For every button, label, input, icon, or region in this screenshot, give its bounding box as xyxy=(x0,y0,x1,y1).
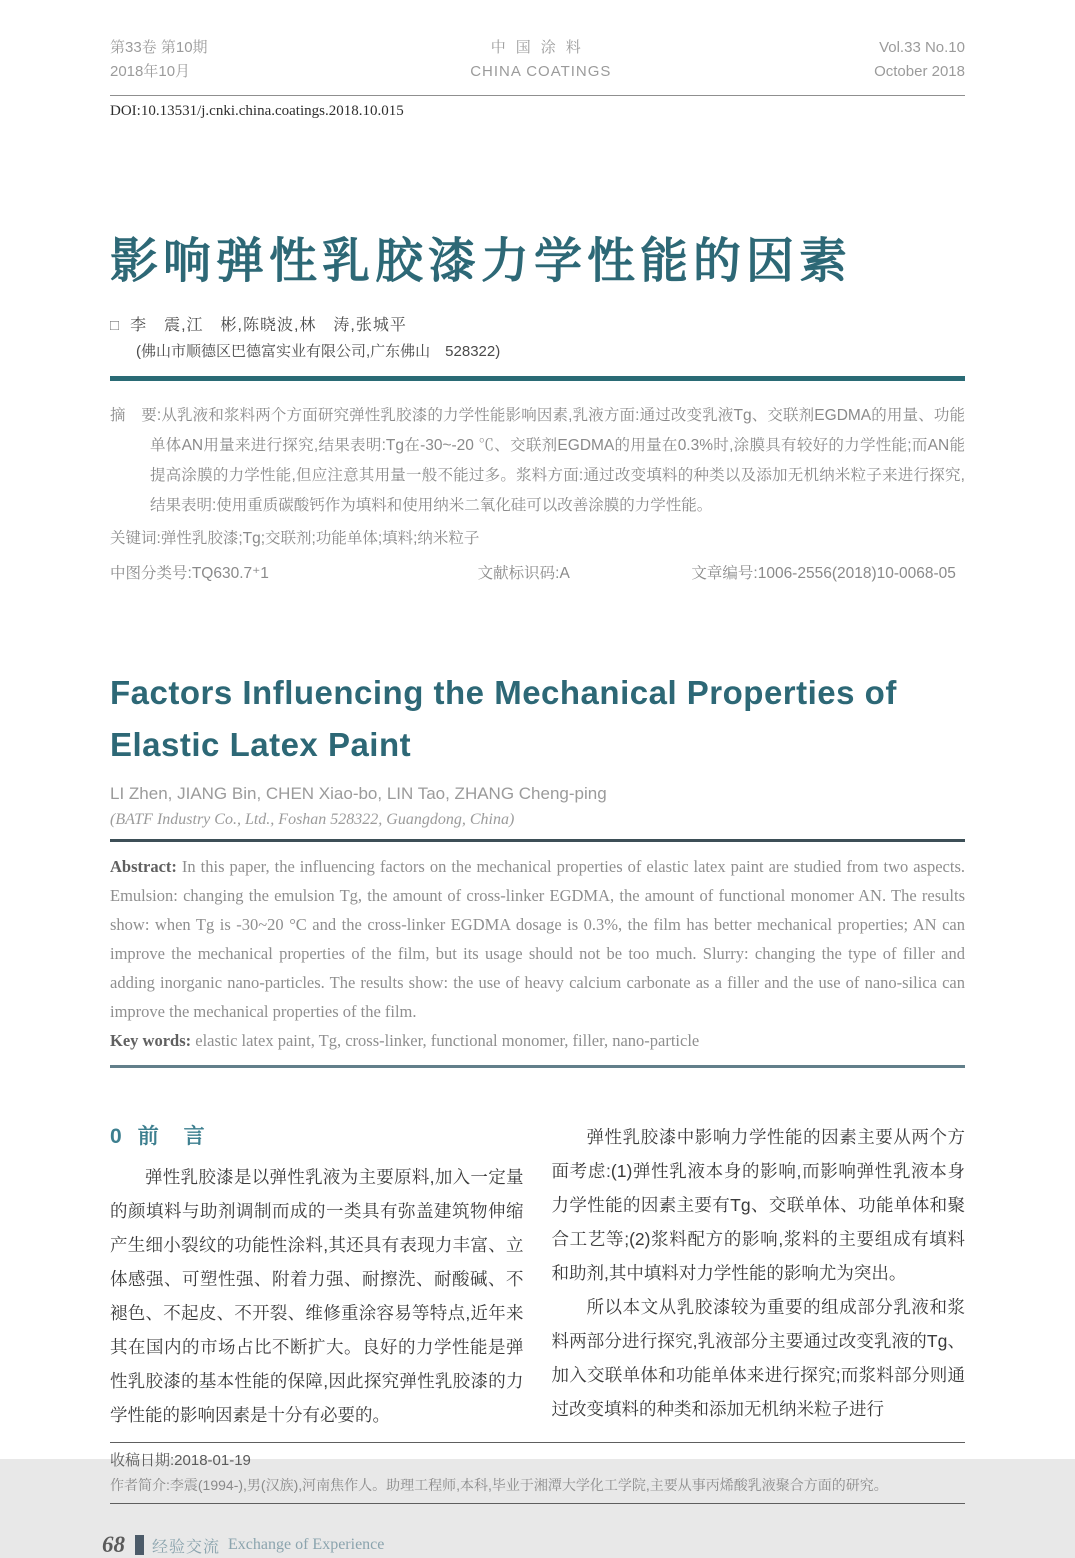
footer-section-en: Exchange of Experience xyxy=(228,1536,385,1553)
abstract-label-zh: 摘 要: xyxy=(110,407,162,424)
journal-name-zh: 中国涂料 xyxy=(490,39,591,56)
article-title-en: Factors Influencing the Mechanical Properties of Elastic Latex Paint xyxy=(110,674,897,763)
section-number: 0 xyxy=(110,1125,124,1148)
keywords-label-zh: 关键词: xyxy=(110,530,161,547)
paragraph: 弹性乳胶漆是以弹性乳液为主要原料,加入一定量的颜填料与助剂调制而成的一类具有弥盖建筑物伸缩产生细小裂纹的功能性涂料,其还具有表现力丰富、立体感强、可塑性强、附着力强、耐擦洗、耐酸碱、不褪色、不起皮、不开裂、维修重涂容易等特点,近年来其在国内的市场占比不断扩大。良好的力学性能是弹性乳胶漆的基本性能的保障,因此探究弹性乳胶漆的力学性能的影响因素是十分有必要的。 xyxy=(110,1167,524,1425)
doi-text: DOI:10.13531/j.cnki.china.coatings.2018.10.015 xyxy=(110,103,404,119)
abstract-zh xyxy=(110,401,965,521)
header-right xyxy=(874,36,965,84)
affiliation-en: (BATF Industry Co., Ltd., Foshan 528322, Guangdong, China) xyxy=(110,811,515,828)
header-divider xyxy=(110,95,965,96)
page-footer xyxy=(102,1532,965,1558)
volume-issue-zh: 第33卷 第10期 xyxy=(110,39,208,56)
paragraph: 所以本文从乳胶漆较为重要的组成部分乳液和浆料两部分进行探究,乳液部分主要通过改变乳液的Tg、加入交联单体和功能单体来进行探究;而浆料部分则通过改变填料的种类和添加无机纳米粒子进行 xyxy=(551,1297,965,1419)
footer-section-zh: 经验交流 xyxy=(152,1538,221,1556)
journal-name-en: CHINA COATINGS xyxy=(470,63,612,80)
clc-number: 中图分类号:TQ630.7⁺1 xyxy=(110,565,269,582)
paragraph: 弹性乳胶漆中影响力学性能的因素主要从两个方面考虑:(1)弹性乳液本身的影响,而影响弹性乳液本身力学性能的因素主要有Tg、交联单体、功能单体和聚合工艺等;(2)浆料配方的影响,浆料的主要组成有填料和助剂,其中填料对力学性能的影响尤为突出。 xyxy=(551,1127,965,1283)
keywords-text-zh: 弹性乳胶漆;Tg;交联剂;功能单体;填料;纳米粒子 xyxy=(160,530,480,547)
footer-bar-icon xyxy=(135,1535,144,1555)
abstract-text-en: In this paper, the influencing factors on the mechanical properties of elastic latex paint are studied from two aspects. Emulsion: changing the emulsion Tg, the amount of cross-linker EGDMA, the amount of functional monomer AN. The results show: when Tg is -30~20 °C and the cross-linker EGDMA dosage is 0.3%, the film has better mechanical properties; AN can improve the mechanical properties of the film, but its usage should not be too much. Slurry: changing the type of filler and adding inorganic nano-particles. The results show: the use of heavy calcium carbonate as a filler and the use of nano-silica can improve the mechanical properties of the film. xyxy=(110,857,966,1021)
abstract-text-zh: 从乳液和浆料两个方面研究弹性乳胶漆的力学性能影响因素,乳液方面:通过改变乳液Tg、交联剂EGDMA的用量、功能单体AN用量来进行探究,结果表明:Tg在-30~-20 ℃、交联剂EGDMA的用量在0.3%时,涂膜具有较好的力学性能;而AN能提高涂膜的力学性能,但应注意其用量一般不能过多。浆料方面:通过改变填料的种类以及添加无机纳米粒子来进行探究,结果表明:使用重质碳酸钙作为填料和使用纳米二氧化硅可以改善涂膜的力学性能。 xyxy=(150,407,966,514)
keywords-en xyxy=(110,1026,965,1055)
document-code: 文献标识码:A xyxy=(477,565,570,582)
received-date-line: 收稿日期:2018-01-19 xyxy=(110,1452,251,1469)
keywords-zh xyxy=(110,524,965,554)
page-number: 68 xyxy=(102,1532,125,1557)
english-abstract-divider xyxy=(110,839,965,842)
keywords-text-en: elastic latex paint, Tg, cross-linker, functional monomer, filler, nano-particle xyxy=(195,1031,700,1050)
english-block-divider xyxy=(110,1065,965,1068)
authors-en: LI Zhen, JIANG Bin, CHEN Xiao-bo, LIN Tao, ZHANG Cheng-ping xyxy=(110,784,607,803)
article-id: 文章编号:1006-2556(2018)10-0068-05 xyxy=(691,565,956,582)
footnote-divider-top xyxy=(110,1442,965,1443)
keywords-label-en: Key words: xyxy=(110,1031,192,1050)
author-marker-square-icon: □ xyxy=(110,317,121,334)
date-en: October 2018 xyxy=(874,63,965,80)
author-bio-line: 作者简介:李震(1994-),男(汉族),河南焦作人。助理工程师,本科,毕业于湘潭大学化工学院,主要从事丙烯酸乳液聚合方面的研究。 xyxy=(110,1477,888,1493)
article-title-zh: 影响弹性乳胶漆力学性能的因素 xyxy=(110,235,853,288)
abstract-label-en: Abstract: xyxy=(110,857,177,876)
title-divider xyxy=(110,376,965,381)
right-column xyxy=(552,1120,966,1432)
body-columns xyxy=(110,1120,965,1432)
authors-zh: 李 震,江 彬,陈晓波,林 涛,张城平 xyxy=(130,317,407,334)
journal-header xyxy=(110,36,965,84)
footnote-block xyxy=(110,1442,965,1504)
date-zh: 2018年10月 xyxy=(110,63,191,80)
classification-row xyxy=(110,559,965,589)
volume-issue-en: Vol.33 No.10 xyxy=(879,39,965,56)
authors-line-zh xyxy=(110,312,965,335)
abstract-en xyxy=(110,852,965,1026)
left-column xyxy=(110,1120,524,1432)
affiliation-zh: (佛山市顺德区巴德富实业有限公司,广东佛山 528322) xyxy=(136,343,501,360)
section-heading-0 xyxy=(110,1120,524,1150)
section-title: 前 言 xyxy=(137,1125,207,1148)
footnote-divider-bottom xyxy=(110,1503,965,1504)
header-left xyxy=(110,36,208,84)
header-center xyxy=(470,36,611,84)
